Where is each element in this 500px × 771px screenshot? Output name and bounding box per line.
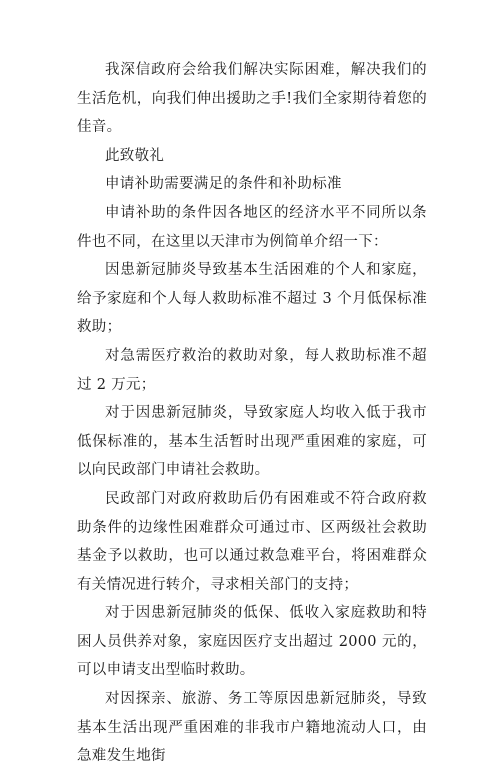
document-body — [77, 56, 427, 771]
paragraph-salutation: 此致敬礼 — [105, 147, 165, 164]
paragraph-condition-medical: 对急需医疗救治的救助对象，每人救助标准不超过 2 万元； — [77, 347, 427, 393]
paragraph-conditions-intro: 申请补助的条件因各地区的经济水平不同所以条件也不同，在这里以天津市为例简单介绍一下： — [77, 204, 427, 250]
paragraph-condition-basic-living: 因患新冠肺炎导致基本生活困难的个人和家庭，给予家庭和个人每人救助标准不超过 3 个月低保标准救助； — [77, 262, 427, 336]
paragraph-migrant-population: 对因探亲、旅游、务工等原因患新冠肺炎，导致基本生活出现严重困难的非我市户籍地流动人口，由急难发生地街 — [77, 691, 427, 765]
paragraph-civil-affairs: 民政部门对政府救助后仍有困难或不符合政府救助条件的边缘性困难群众可通过市、区两级社会救助基金予以救助，也可以通过救急难平台，将困难群众有关情况进行转介，寻求相关部门的支持； — [77, 490, 427, 593]
paragraph-closing-hope: 我深信政府会给我们解决实际困难，解决我们的生活危机，向我们伸出援助之手!我们全家期待着您的佳音。 — [77, 62, 427, 136]
paragraph-temporary-aid: 对于因患新冠肺炎的低保、低收入家庭救助和特困人员供养对象，家庭因医疗支出超过 2000 元的，可以申请支出型临时救助。 — [77, 605, 427, 679]
paragraph-condition-low-income: 对于因患新冠肺炎，导致家庭人均收入低于我市低保标准的，基本生活暂时出现严重困难的家庭，可以向民政部门申请社会救助。 — [77, 405, 427, 479]
section-heading: 申请补助需要满足的条件和补助标准 — [105, 176, 342, 193]
